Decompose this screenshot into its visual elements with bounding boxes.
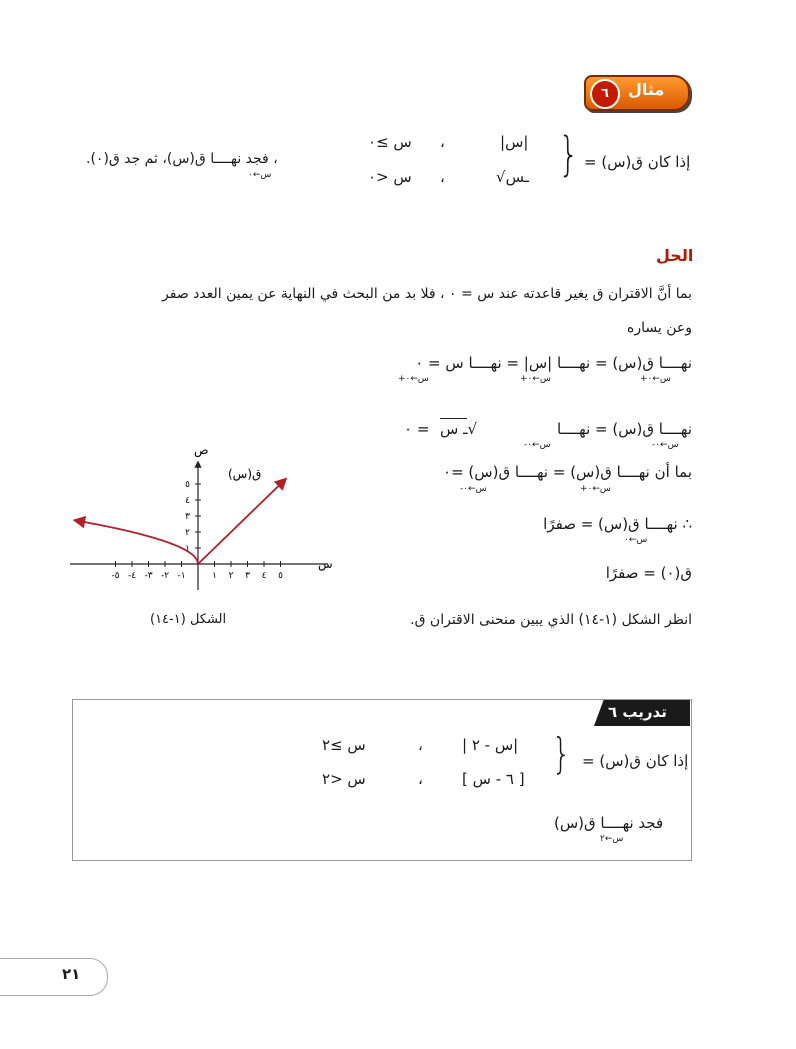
problem-case2-comma: ، xyxy=(440,168,445,186)
training-ask: فجد نهــــا ق(س) xyxy=(554,814,664,832)
problem-case1-comma: ، xyxy=(440,133,445,151)
solution-eq2-sub1: س←٠- xyxy=(652,440,679,450)
y-tick-label: ٢ xyxy=(185,528,190,538)
function-label: ق(س) xyxy=(228,467,262,481)
training-if-text: إذا كان ق(س) = xyxy=(582,752,689,770)
training-case1-comma: ، xyxy=(418,736,423,754)
solution-eq2-b: = ٠ xyxy=(404,420,430,438)
y-tick-label: ٤ xyxy=(185,496,190,506)
solution-eq4: ∴ نهــــا ق(س) = صفرًا xyxy=(543,515,692,533)
solution-see-figure: انظر الشكل (١-١٤) الذي يبين منحنى الاقتران ق. xyxy=(410,612,692,628)
solution-eq3-sub1: س←٠+ xyxy=(580,484,611,494)
solution-eq3: بما أن نهــــا ق(س) = نهــــا ق(س) =٠ xyxy=(443,463,692,481)
x-tick-label: ٢ xyxy=(228,571,234,581)
training-ask-sub: س←٢ xyxy=(600,834,624,844)
solution-heading: الحل xyxy=(656,246,694,265)
example-number: ٦ xyxy=(590,79,620,109)
example-label: مثال xyxy=(628,80,665,99)
training-case2-comma: ، xyxy=(418,770,423,788)
problem-ask: ، فجد نهــــا ق(س)، ثم جد ق(٠). xyxy=(86,151,278,167)
problem-case1-expr: |س| xyxy=(500,133,529,151)
x-axis-label: س xyxy=(318,557,333,571)
x-tick-label: ٥ xyxy=(278,571,283,581)
curve-sqrt-branch xyxy=(75,520,198,564)
y-axis-label: ص xyxy=(194,443,209,457)
x-tick-label: ١ xyxy=(212,571,217,581)
x-tick-label: -٤ xyxy=(127,571,137,581)
problem-case2-expr: √ـس xyxy=(496,168,530,186)
figure-caption: الشكل (١-١٤) xyxy=(150,612,227,627)
training-case2-expr: [ ٦ - س ] xyxy=(462,770,525,788)
training-brace: } xyxy=(552,729,571,778)
page-number: ٢١ xyxy=(62,965,81,983)
curve-abs-branch xyxy=(198,479,285,564)
axis-ticks xyxy=(111,480,283,581)
function-graph xyxy=(60,440,340,640)
training-label: تدريب ٦ xyxy=(608,703,667,721)
solution-line1: بما أنَّ الاقتران ق يغير قاعدته عند س = ٠ ، فلا بد من البحث في النهاية عن يمين العدد صفر xyxy=(162,286,692,302)
problem-case2-cond: س <٠ xyxy=(368,168,412,186)
training-case1-cond: س ≥٢ xyxy=(322,736,366,754)
solution-eq1-sub1: س←٠+ xyxy=(640,374,671,384)
solution-eq1-sub2: س←٠+ xyxy=(520,374,551,384)
solution-eq2-sub2: س←٠- xyxy=(524,440,551,450)
x-tick-label: ٣ xyxy=(245,571,250,581)
x-tick-label: -٢ xyxy=(160,571,170,581)
x-tick-label: ٤ xyxy=(261,571,267,581)
problem-if-text: إذا كان ق(س) = xyxy=(584,153,691,171)
solution-eq2-a: نهــــا ق(س) = نهــــا xyxy=(557,420,692,438)
solution-eq2-radicand: ـ س xyxy=(440,420,468,438)
solution-eq5: ق(٠) = صفرًا xyxy=(605,564,692,582)
x-tick-label: -٣ xyxy=(144,571,153,581)
x-tick-label: -٥ xyxy=(111,571,120,581)
x-tick-label: -١ xyxy=(177,571,186,581)
training-case1-expr: |س - ٢ | xyxy=(462,736,519,754)
solution-line2: وعن يساره xyxy=(627,320,692,336)
problem-brace: } xyxy=(558,127,579,181)
solution-eq1-sub3: س←٠+ xyxy=(398,374,429,384)
y-tick-label: ٣ xyxy=(185,512,190,522)
solution-eq4-sub: س←٠ xyxy=(624,535,648,545)
solution-eq1: نهــــا ق(س) = نهــــا |س| = نهــــا س = ٠ xyxy=(415,354,692,372)
y-tick-label: ١ xyxy=(185,544,190,554)
problem-case1-cond: س ≥٠ xyxy=(368,133,412,151)
problem-ask-sub: س←٠ xyxy=(248,170,272,180)
solution-eq3-sub2: س←٠- xyxy=(460,484,487,494)
page-number-tab xyxy=(0,958,108,996)
y-tick-label: ٥ xyxy=(185,480,190,490)
training-case2-cond: س <٢ xyxy=(322,770,366,788)
solution-eq2-root: √ـ س xyxy=(440,420,478,438)
